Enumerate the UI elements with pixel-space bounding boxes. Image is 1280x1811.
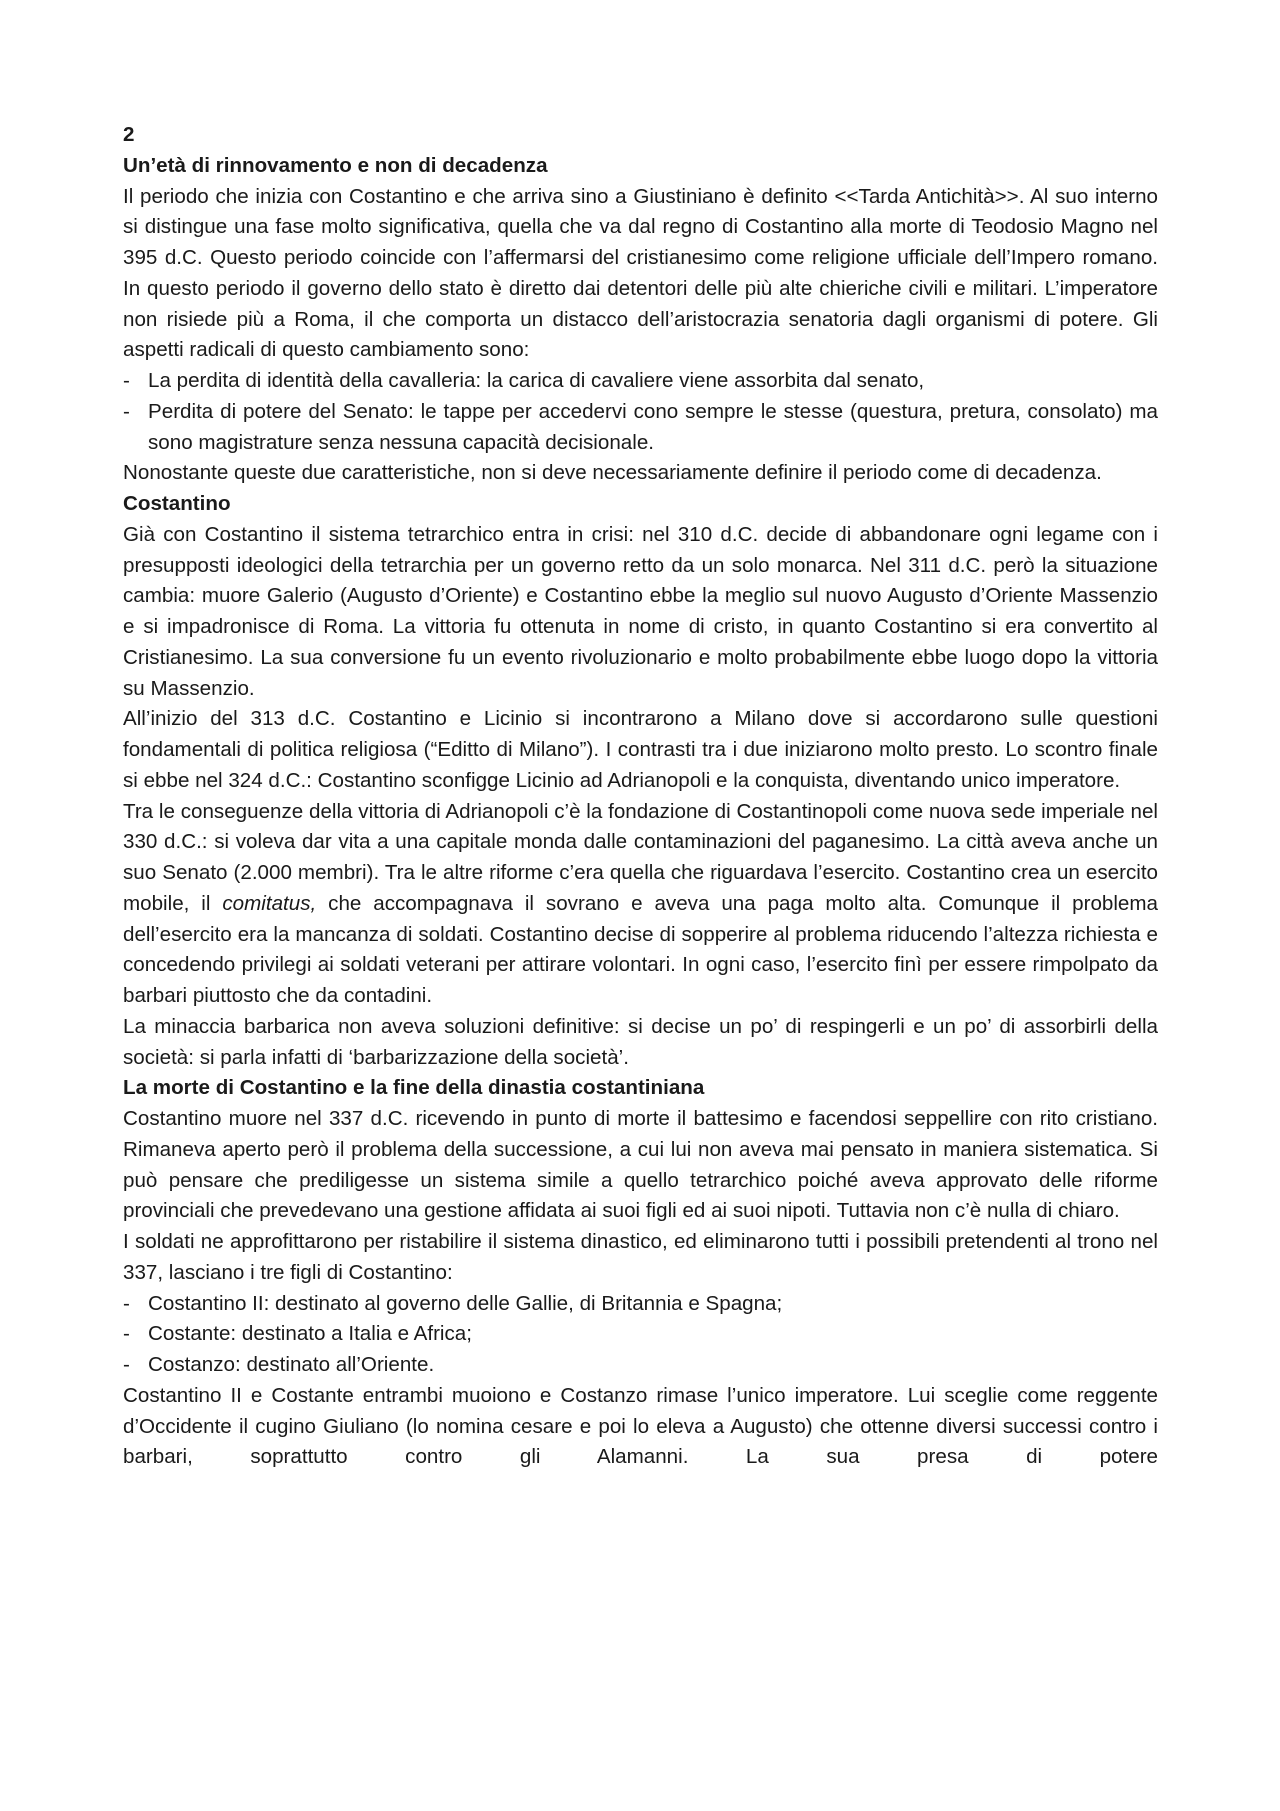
paragraph: Già con Costantino il sistema tetrarchico entra in crisi: nel 310 d.C. decide di abbandonare ogni legame con i presupposti ideologici della tetrarchia per un governo retto da un solo monarca. Nel 311 d.C. però la situazione cambia: muore Galerio (Augusto d’Oriente) e Costantino ebbe la meglio sul nuovo Augusto d’Oriente Massenzio e si impadronisce di Roma. La vittoria fu ottenuta in nome di cristo, in quanto Costantino si era convertito al Cristianesimo. La sua conversione fu un evento rivoluzionario e molto probabilmente ebbe luogo dopo la vittoria su Massenzio. (123, 522, 1158, 700)
section-heading-rinnovamento: Un’età di rinnovamento e non di decadenza (123, 153, 548, 177)
page-number: 2 (123, 123, 135, 146)
paragraph: La minaccia barbarica non aveva soluzioni definitive: si decise un po’ di respingerli e un po’ di assorbirli della società: si parla infatti di ‘barbarizzazione della società’. (123, 1014, 1158, 1069)
paragraph: Costantino II e Costante entrambi muoiono e Costanzo rimase l’unico imperatore. Lui sceglie come reggente d’Occidente il cugino Giuliano (lo nomina cesare e poi lo eleva a Augusto) che ottenne diversi successi contro i barbari, soprattutto contro gli Alamanni. La sua presa di potere (123, 1383, 1158, 1469)
section-heading-morte-costantino: La morte di Costantino e la fine della dinastia costantiniana (123, 1076, 705, 1100)
section-heading-costantino: Costantino (123, 492, 231, 515)
paragraph: Costantino muore nel 337 d.C. ricevendo in punto di morte il battesimo e facendosi seppellire con rito cristiano. Rimaneva aperto però il problema della successione, a cui lui non aveva mai pensato in maniera sistematica. Si può pensare che prediligesse un sistema simile a quello tetrarchico poiché aveva approvato delle riforme provinciali che prevedevano una gestione affidata ai suoi figli ed ai suoi nipoti. Tuttavia non c’è nulla di chiaro. (123, 1107, 1158, 1223)
paragraph (123, 797, 1158, 1012)
bullet-list (123, 366, 1158, 458)
list-item: - Costante: destinato a Italia e Africa; (123, 1319, 1158, 1350)
paragraph: Il periodo che inizia con Costantino e che arriva sino a Giustiniano è definito <<Tarda Antichità>>. Al suo interno si distingue una fase molto significativa, quella che va dal regno di Costantino alla morte di Teodosio Magno nel 395 d.C. Questo periodo coincide con l’affermarsi del cristianesimo come religione ufficiale dell’Impero romano. In questo periodo il governo dello stato è diretto dai detentori delle più alte chieriche civili e militari. L’imperatore non risiede più a Roma, il che comporta un distacco dell’aristocrazia senatoria dagli organismi di potere. Gli aspetti radicali di questo cambiamento sono: (123, 184, 1158, 362)
paragraph: Nonostante queste due caratteristiche, non si deve necessariamente definire il periodo come di decadenza. (123, 461, 1102, 485)
list-item: - Perdita di potere del Senato: le tappe per accedervi cono sempre le stesse (questura, pretura, consolato) ma sono magistrature senza nessuna capacità decisionale. (123, 397, 1158, 459)
text-run: Tra le conseguenze della vittoria di Adrianopoli c’è la fondazione di Costantinopoli come nuova sede imperiale nel 330 d.C.: si voleva dar vita a una capitale monda dalle contaminazioni del paganesimo. La città aveva anche un suo Senato (2.000 membri). Tra le altre riforme c’era quella che riguardava l’esercito. Costantino crea un esercito mobile, il (123, 799, 1158, 915)
paragraph: All’inizio del 313 d.C. Costantino e Licinio si incontrarono a Milano dove si accordarono sulle questioni fondamentali di politica religiosa (“Editto di Milano”). I contrasti tra i due iniziarono molto presto. Lo scontro finale si ebbe nel 324 d.C.: Costantino sconfigge Licinio ad Adrianopoli e la conquista, diventando unico imperatore. (123, 707, 1158, 792)
paragraph: I soldati ne approfittarono per ristabilire il sistema dinastico, ed eliminarono tutti i possibili pretendenti al trono nel 337, lasciano i tre figli di Costantino: (123, 1230, 1158, 1284)
list-item: - Costanzo: destinato all’Oriente. (123, 1350, 1158, 1381)
list-item: - La perdita di identità della cavalleria: la carica di cavaliere viene assorbita dal senato, (123, 366, 1158, 397)
italic-term: comitatus, (222, 891, 317, 915)
text-run: che accompagnava il sovrano e aveva una paga molto alta. Comunque il problema dell’esercito era la mancanza di soldati. Costantino decise di sopperire al problema riducendo l’altezza richiesta e concedendo privilegi ai soldati veterani per attirare volontari. In ogni caso, l’esercito finì per essere rimpolpato da barbari piuttosto che da contadini. (123, 891, 1158, 1007)
document-page (123, 120, 1158, 1473)
list-item: - Costantino II: destinato al governo delle Gallie, di Britannia e Spagna; (123, 1289, 1158, 1320)
bullet-list (123, 1289, 1158, 1381)
